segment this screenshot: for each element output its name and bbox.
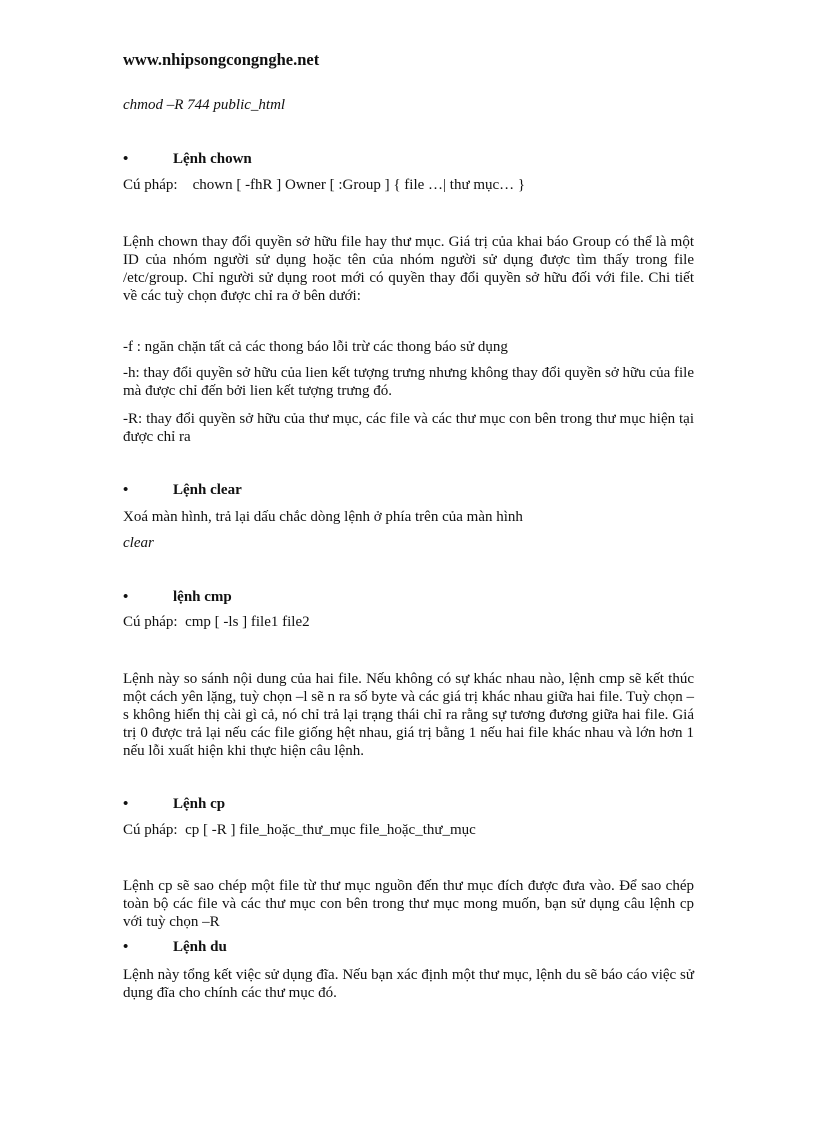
cmp-title: lệnh cmp bbox=[173, 589, 232, 605]
cp-title: Lệnh cp bbox=[173, 796, 226, 812]
chown-option-f: -f : ngăn chặn tất cả các thong báo lỗi trừ các thong báo sử dụng bbox=[123, 339, 508, 355]
cmp-syntax: Cú pháp: cmp [ -ls ] file1 file2 bbox=[123, 614, 310, 630]
clear-title: Lệnh clear bbox=[173, 482, 242, 498]
cp-description: Lệnh cp sẽ sao chép một file từ thư mục nguồn đến thư mục đích được đưa vào. Để sao chép toàn bộ các file và các thư mục con bên trong thư mục mong muốn, bạn sử dụng câu lệnh cp với tuỳ chọn –R bbox=[123, 878, 694, 930]
cp-heading bbox=[123, 796, 225, 813]
cmp-description: Lệnh này so sánh nội dung của hai file. Nếu không có sự khác nhau nào, lệnh cmp sẽ kết thúc một cách yên lặng, tuỳ chọn –l sẽ n ra số byte và các giá trị khác nhau giữa hai file. Tuỳ chọn –s không hiển thị cài gì cả, nó chỉ trả lại trạng thái chỉ ra rằng sự tương đương giữa hai file. Giá trị 0 được trả lại nếu các file giống hệt nhau, giá trị bằng 1 nếu hai file khác nhau và lớn hơn 1 nếu lỗi xuất hiện khi thực hiện câu lệnh. bbox=[123, 671, 694, 759]
cp-syntax: Cú pháp: cp [ -R ] file_hoặc_thư_mục file_hoặc_thư_mục bbox=[123, 822, 476, 838]
bullet-icon: • bbox=[123, 796, 129, 812]
clear-description: Xoá màn hình, trả lại dấu chắc dòng lệnh ở phía trên của màn hình bbox=[123, 509, 523, 525]
chown-option-h: -h: thay đổi quyền sở hữu của lien kết tượng trưng nhưng không thay đổi quyền sở hữu của file mà được chỉ đến bởi lien kết tượng trưng đó. bbox=[123, 365, 694, 399]
chown-description: Lệnh chown thay đổi quyền sở hữu file hay thư mục. Giá trị của khai báo Group có thể là một ID của nhóm người sử dụng hoặc tên của nhóm người sử dụng được tìm thấy trong file /etc/group. Chỉ người sử dụng root mới có quyền thay đổi quyền sở hữu đối với file. Chi tiết về các tuỳ chọn được chỉ ra ở bên dưới: bbox=[123, 234, 694, 304]
chown-syntax: Cú pháp: chown [ -fhR ] Owner [ :Group ] { file …| thư mục… } bbox=[123, 177, 526, 193]
bullet-icon: • bbox=[123, 482, 129, 498]
chmod-example: chmod –R 744 public_html bbox=[123, 97, 286, 113]
du-heading bbox=[123, 939, 227, 956]
chown-heading bbox=[123, 151, 252, 168]
clear-heading bbox=[123, 482, 242, 499]
du-description: Lệnh này tổng kết việc sử dụng đĩa. Nếu bạn xác định một thư mục, lệnh du sẽ báo cáo việc sử dụng đĩa cho chính các thư mục đó. bbox=[123, 967, 694, 1001]
clear-example: clear bbox=[123, 535, 154, 551]
bullet-icon: • bbox=[123, 151, 129, 167]
du-title: Lệnh du bbox=[173, 939, 227, 955]
site-url: www.nhipsongcongnghe.net bbox=[123, 50, 320, 69]
chown-option-R: -R: thay đổi quyền sở hữu của thư mục, các file và các thư mục con bên trong thư mục hiện tại được chỉ ra bbox=[123, 411, 694, 445]
bullet-icon: • bbox=[123, 939, 129, 955]
chown-title: Lệnh chown bbox=[173, 151, 252, 167]
cmp-heading bbox=[123, 589, 232, 606]
bullet-icon: • bbox=[123, 589, 129, 605]
